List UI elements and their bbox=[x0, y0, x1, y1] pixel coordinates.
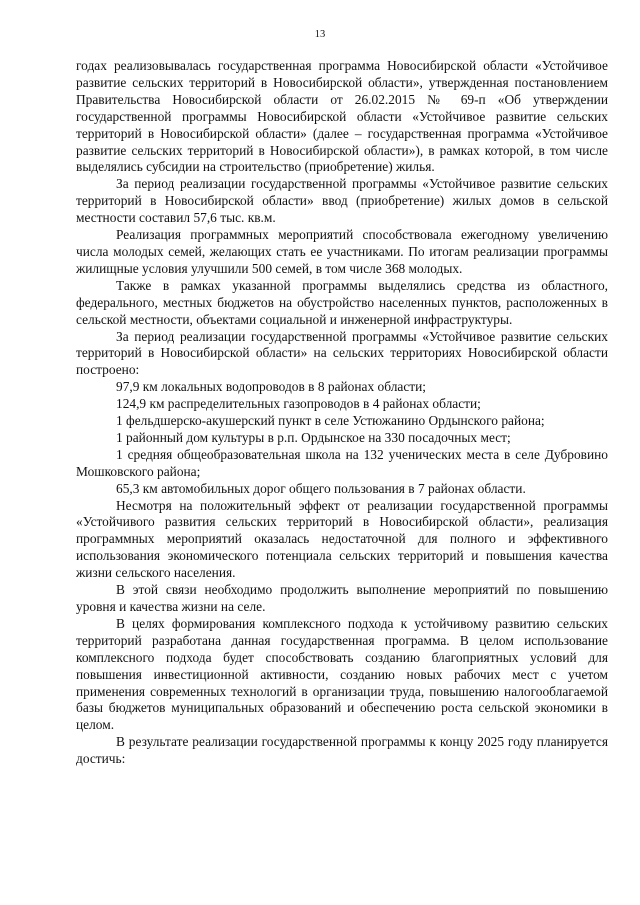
paragraph-continuation: годах реализовывалась государственная программа Новосибирской области «Устойчивое развитие сельских территорий в Новосибирской области», утвержденная постановлением Правительства Новосибирской области от 26.02.2015 № 69-п «Об утверждении государственной программы Новосибирской области «Устойчивое развитие сельских территорий в Новосибирской области» (далее – государственная программа «Устойчивое развитие сельских территорий в Новосибирской области»), в рамках которой, в том числе выделялись субсидии на строительство (приобретение) жилья. bbox=[76, 58, 608, 175]
list-item-water-pipes: 97,9 км локальных водопроводов в 8 районах области; bbox=[116, 379, 427, 395]
list-item-gas-pipes: 124,9 км распределительных газопроводов в 4 районах области; bbox=[116, 396, 481, 412]
list-item-medical-post: 1 фельдшерско-акушерский пункт в селе Устюжанино Ордынского района; bbox=[116, 413, 545, 429]
paragraph-continue: В этой связи необходимо продолжить выполнение мероприятий по повышению уровня и качества жизни на селе. bbox=[76, 582, 608, 614]
page-number: 13 bbox=[314, 29, 326, 40]
document-body bbox=[76, 58, 608, 768]
list-item-culture-house: 1 районный дом культуры в р.п. Ордынское на 330 посадочных мест; bbox=[116, 429, 511, 445]
paragraph-young-families: Реализация программных мероприятий способствовала ежегодному увеличению числа молодых семей, желающих стать ее участниками. По итогам реализации программы жилищные условия улучшили 500 семей, в том числе 368 молодых. bbox=[76, 227, 608, 276]
list-item-school: 1 средняя общеобразовательная школа на 132 ученических места в селе Дубровино Мошковского района; bbox=[76, 446, 608, 479]
list-item-roads: 65,3 км автомобильных дорог общего пользования в 7 районах области. bbox=[116, 480, 526, 496]
paragraph-expected-results: В результате реализации государственной программы к концу 2025 году планируется достичь: bbox=[76, 734, 608, 767]
paragraph-comprehensive-approach: В целях формирования комплексного подхода к устойчивому развитию сельских территорий разработана данная государственная программа. В целом использование комплексного подхода будет способствовать созданию благоприятных условий для повышения инвестиционной активности, созданию новых рабочих мест с учетом применения современных технологий в организации труда, повышению налогооблагаемой базы бюджетов муниципальных образований и обеспечению роста сельской экономики в целом. bbox=[76, 615, 608, 733]
paragraph-insufficient: Несмотря на положительный эффект от реализации государственной программы «Устойчивого развития сельских территорий в Новосибирской области», реализация программных мероприятий оказалась недостаточной для полного и эффективного использования экономического потенциала сельских территорий и повышения качества жизни сельского населения. bbox=[76, 497, 608, 581]
paragraph-budget-funds: Также в рамках указанной программы выделялись средства из областного, федерального, местных бюджетов на обустройство населенных пунктов, расположенных в сельской местности, объектами социальной и инженерной инфраструктуры. bbox=[76, 277, 608, 327]
paragraph-built-intro: За период реализации государственной программы «Устойчивое развитие сельских территорий в Новосибирской области» на сельских территориях Новосибирской области построено: bbox=[76, 328, 608, 378]
paragraph-housing-result: За период реализации государственной программы «Устойчивое развитие сельских территорий в Новосибирской области» ввод (приобретение) жилых домов в сельской местности составил 57,6 тыс. кв.м. bbox=[76, 176, 608, 226]
